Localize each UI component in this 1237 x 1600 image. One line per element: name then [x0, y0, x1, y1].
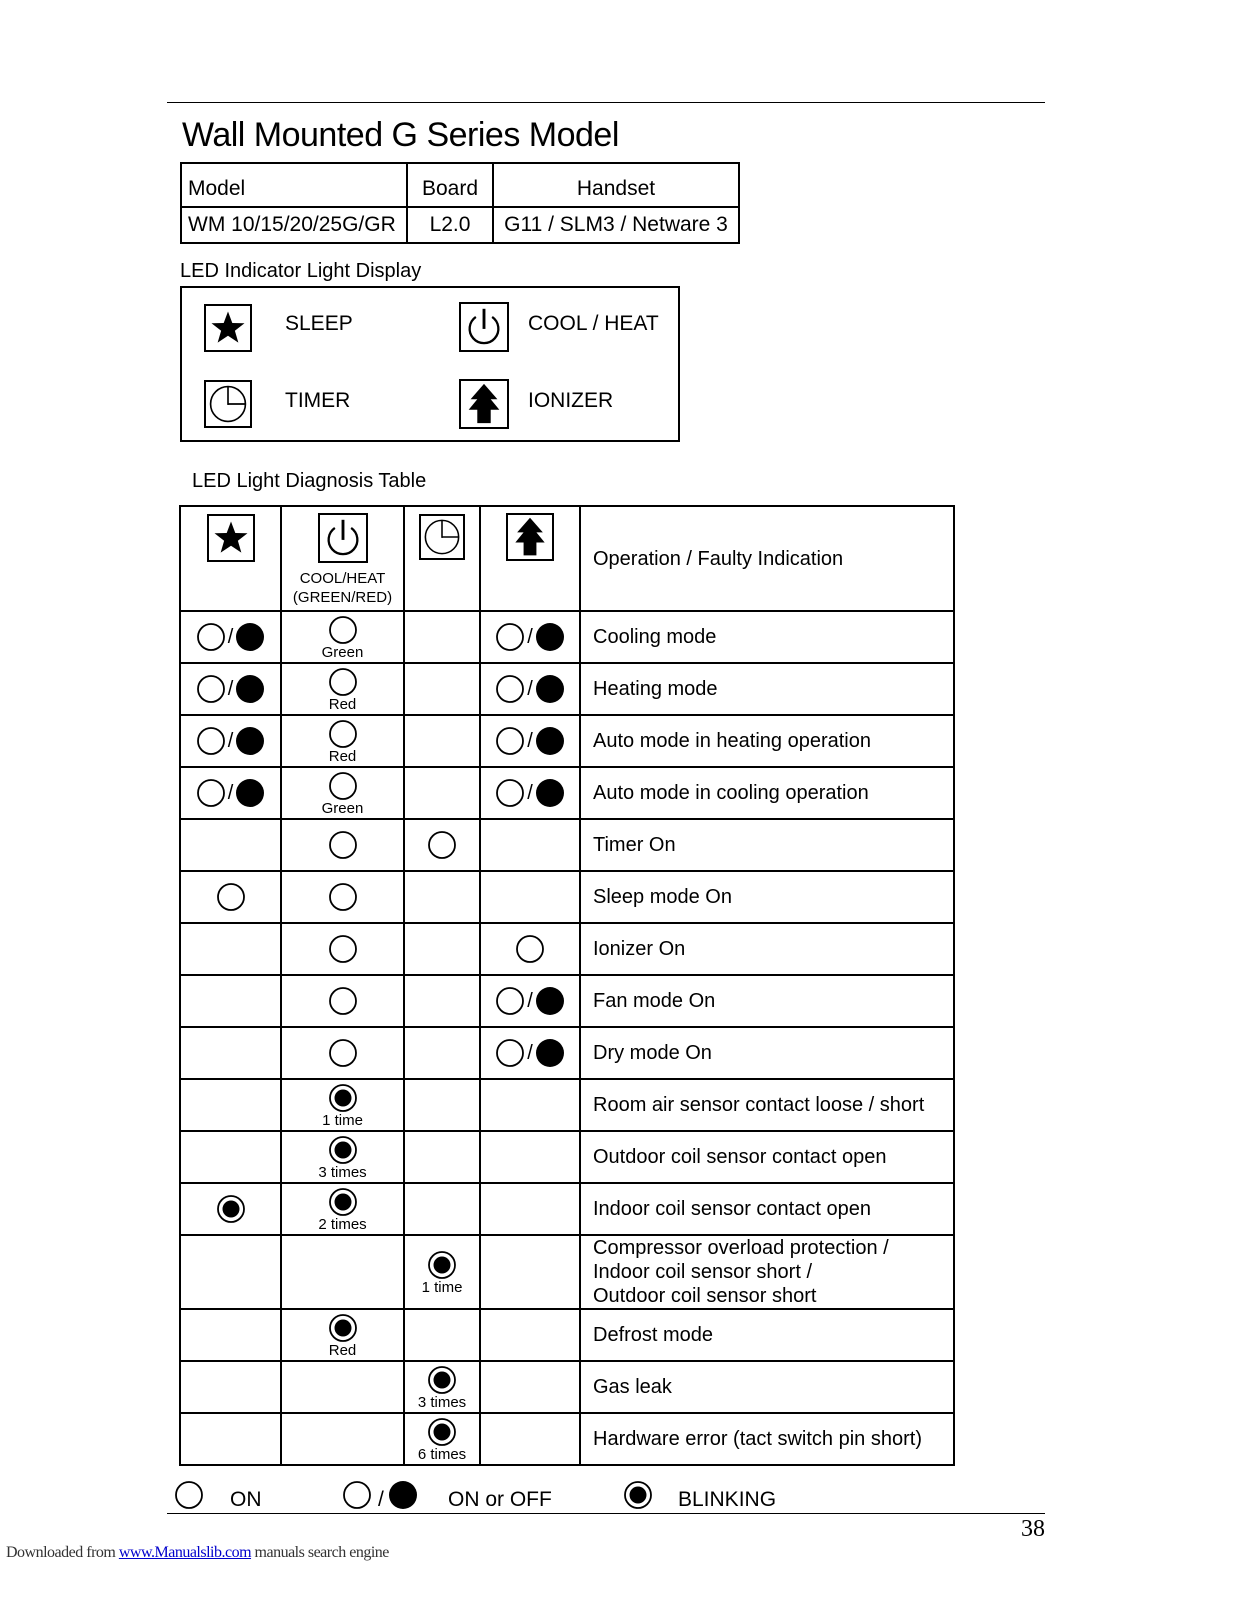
coolheat-led-cell: [281, 1235, 404, 1309]
coolheat-led-cell: [281, 1131, 404, 1183]
star-icon-glyph: [209, 516, 253, 560]
diagnosis-table: [179, 505, 955, 1466]
off-indicator-icon: [535, 1038, 565, 1068]
table-row: [180, 1079, 954, 1131]
led-note: 2 times: [318, 1215, 367, 1233]
led-note: Green: [321, 643, 364, 661]
onoff-slash: /: [527, 781, 533, 804]
on-indicator-icon: [196, 726, 226, 756]
sleep-label: SLEEP: [285, 312, 353, 335]
timer-led-cell: [404, 923, 480, 975]
off-indicator-icon: [235, 726, 265, 756]
sleep-led-cell: [180, 1235, 281, 1309]
coolheat-led-cell: [281, 1079, 404, 1131]
timer-led-cell: [404, 1131, 480, 1183]
ionizer-led-cell: [480, 1413, 580, 1465]
sleep-led-cell: [180, 1027, 281, 1079]
on-indicator-icon: [328, 667, 358, 697]
sleep-led-cell: [180, 767, 281, 819]
table-row: [180, 975, 954, 1027]
legend-on-label: ON: [230, 1488, 262, 1511]
timer-led-cell: [404, 715, 480, 767]
operation-text: Hardware error (tact switch pin short): [593, 1428, 922, 1450]
coolheat-led-cell: [281, 1027, 404, 1079]
on-indicator-icon: [328, 986, 358, 1016]
timer-led-cell: [404, 663, 480, 715]
footer-prefix: Downloaded from: [6, 1544, 119, 1561]
onoff-slash: /: [527, 677, 533, 700]
operation-text: Auto mode in cooling operation: [593, 782, 869, 804]
cool-heat-label: COOL / HEAT: [528, 312, 659, 335]
diagnosis-caption: LED Light Diagnosis Table: [192, 470, 427, 492]
onoff-slash: /: [227, 677, 234, 700]
sleep-led-cell: [180, 1079, 281, 1131]
ionizer-led-cell: [480, 923, 580, 975]
on-indicator-icon: [495, 726, 525, 756]
operation-text: Outdoor coil sensor short: [593, 1285, 817, 1307]
sleep-led-cell: [180, 1413, 281, 1465]
timer-led-cell: [404, 1079, 480, 1131]
sleep-led-cell: [180, 611, 281, 663]
ionizer-led-cell: [480, 1235, 580, 1309]
operation-cell: [580, 1361, 954, 1413]
table-row: [180, 923, 954, 975]
operation-cell: [580, 1027, 954, 1079]
table-row: [180, 819, 954, 871]
handset-header: Handset: [493, 163, 739, 207]
onoff-slash: /: [527, 1041, 533, 1064]
coolheat-led-cell: [281, 767, 404, 819]
onoff-slash: /: [227, 781, 234, 804]
model-info-table: [180, 162, 740, 244]
on-indicator-icon: [328, 771, 358, 801]
onoff-slash: /: [527, 989, 533, 1012]
on-indicator-icon: [196, 778, 226, 808]
table-row: [180, 1413, 954, 1465]
manualslib-link[interactable]: www.Manualslib.com: [118, 1544, 252, 1561]
operation-cell: [580, 819, 954, 871]
sleep-led-cell: [180, 1309, 281, 1361]
sleep-led-cell: [180, 1361, 281, 1413]
ionizer-label: IONIZER: [528, 389, 614, 412]
legend-on-symbol: [174, 1480, 204, 1510]
on-indicator-icon: [495, 986, 525, 1016]
model-header: Model: [181, 163, 407, 207]
operation-text: Dry mode On: [593, 1042, 712, 1064]
off-indicator-icon: [535, 726, 565, 756]
timer-led-cell: [404, 871, 480, 923]
coolheat-label: COOL/HEAT: [299, 570, 386, 587]
legend-onoff-open-symbol: [342, 1480, 372, 1510]
ionizer-led-cell: [480, 1079, 580, 1131]
handset-value: G11 / SLM3 / Netware 3: [493, 207, 739, 243]
ionizer-led-cell: [480, 819, 580, 871]
led-note: Red: [328, 1341, 357, 1359]
timer-led-cell: [404, 1361, 480, 1413]
table-row: [180, 1131, 954, 1183]
operation-text: Sleep mode On: [593, 886, 732, 908]
star-icon: [207, 514, 255, 562]
clock-icon: [204, 380, 252, 428]
timer-led-cell: [404, 611, 480, 663]
coolheat-led-cell: [281, 1361, 404, 1413]
ionizer-led-cell: [480, 1131, 580, 1183]
on-indicator-icon: [328, 882, 358, 912]
timer-led-cell: [404, 1183, 480, 1235]
operation-text: Auto mode in heating operation: [593, 730, 871, 752]
ionizer-led-cell: [480, 1183, 580, 1235]
operation-text: Ionizer On: [593, 938, 686, 960]
power-icon: [318, 513, 368, 563]
ionizer-led-cell: [480, 975, 580, 1027]
timer-led-cell: [404, 975, 480, 1027]
off-indicator-icon: [535, 622, 565, 652]
on-indicator-icon: [427, 830, 457, 860]
legend-slash: /: [378, 1488, 384, 1511]
onoff-slash: /: [527, 729, 533, 752]
off-indicator-icon: [235, 674, 265, 704]
table-row: [180, 767, 954, 819]
operation-cell: [580, 975, 954, 1027]
model-value: WM 10/15/20/25G/GR: [181, 207, 407, 243]
operation-cell: [580, 871, 954, 923]
sleep-led-cell: [180, 1183, 281, 1235]
coolheat-led-cell: [281, 871, 404, 923]
off-indicator-icon: [388, 1480, 418, 1510]
off-indicator-icon: [235, 778, 265, 808]
legend: [174, 1478, 814, 1514]
on-indicator-icon: [328, 934, 358, 964]
operation-text: Defrost mode: [593, 1324, 714, 1346]
ionizer-led-cell: [480, 663, 580, 715]
table-row: [180, 1183, 954, 1235]
operation-cell: [580, 1131, 954, 1183]
table-row: [180, 1361, 954, 1413]
led-display-box: [180, 286, 680, 442]
operation-cell: [580, 611, 954, 663]
ionizer-led-cell: [480, 1309, 580, 1361]
legend-blink-symbol: [623, 1480, 653, 1510]
off-indicator-icon: [235, 622, 265, 652]
coolheat-led-cell: [281, 715, 404, 767]
off-indicator-icon: [535, 778, 565, 808]
power-icon-glyph: [320, 515, 366, 561]
clock-icon-glyph: [421, 516, 463, 558]
operation-text: Outdoor coil sensor contact open: [593, 1146, 887, 1168]
table-row: [180, 1235, 954, 1309]
sleep-led-cell: [180, 871, 281, 923]
sleep-led-cell: [180, 715, 281, 767]
operation-text: Gas leak: [593, 1376, 672, 1398]
blinking-indicator-icon: [328, 1083, 358, 1113]
footer-suffix: manuals search engine: [251, 1544, 389, 1561]
ionizer-led-cell: [480, 871, 580, 923]
coolheat-led-cell: [281, 1413, 404, 1465]
timer-led-cell: [404, 819, 480, 871]
operation-text: Timer On: [593, 834, 676, 856]
blinking-indicator-icon: [427, 1365, 457, 1395]
coolheat-led-cell: [281, 923, 404, 975]
tree-icon: [459, 379, 509, 429]
coolheat-led-cell: [281, 975, 404, 1027]
blinking-indicator-icon: [328, 1135, 358, 1165]
page-number: 38: [1021, 1516, 1045, 1542]
legend-onoff-label: ON or OFF: [448, 1488, 552, 1511]
on-indicator-icon: [328, 719, 358, 749]
operation-text: Compressor overload protection /: [593, 1237, 889, 1259]
operation-cell: [580, 1183, 954, 1235]
off-indicator-icon: [535, 986, 565, 1016]
clock-icon-glyph: [206, 382, 250, 426]
on-indicator-icon: [495, 1038, 525, 1068]
on-indicator-icon: [495, 778, 525, 808]
blinking-indicator-icon: [623, 1480, 653, 1510]
coolheat-led-cell: [281, 819, 404, 871]
legend-onoff-filled-symbol: [388, 1480, 418, 1510]
onoff-slash: /: [227, 625, 234, 648]
timer-led-cell: [404, 1413, 480, 1465]
led-note: 1 time: [421, 1278, 463, 1296]
off-indicator-icon: [535, 674, 565, 704]
clock-icon: [419, 514, 465, 560]
blinking-indicator-icon: [427, 1250, 457, 1280]
timer-led-cell: [404, 1309, 480, 1361]
on-indicator-icon: [495, 622, 525, 652]
header-operation-cell: Operation / Faulty Indication: [580, 506, 954, 611]
timer-led-cell: [404, 767, 480, 819]
star-icon-glyph: [206, 306, 250, 350]
tree-icon: [506, 513, 554, 561]
operation-text: Heating mode: [593, 678, 718, 700]
sleep-led-cell: [180, 923, 281, 975]
star-icon: [204, 304, 252, 352]
on-indicator-icon: [328, 615, 358, 645]
table-row: [180, 715, 954, 767]
ionizer-led-cell: [480, 1027, 580, 1079]
header-ionizer-cell: [480, 506, 580, 611]
tree-icon-glyph: [461, 381, 507, 427]
operation-cell: [580, 1309, 954, 1361]
green-red-label: (GREEN/RED): [292, 589, 393, 606]
on-indicator-icon: [196, 622, 226, 652]
download-footer: [6, 1544, 389, 1562]
coolheat-led-cell: [281, 1309, 404, 1361]
led-note: Green: [321, 799, 364, 817]
blinking-indicator-icon: [427, 1417, 457, 1447]
table-row: [180, 871, 954, 923]
operation-text: Indoor coil sensor contact open: [593, 1198, 871, 1220]
timer-label: TIMER: [285, 389, 351, 412]
on-indicator-icon: [495, 674, 525, 704]
table-row: [180, 663, 954, 715]
header-timer-cell: [404, 506, 480, 611]
coolheat-led-cell: [281, 663, 404, 715]
board-header: Board: [407, 163, 493, 207]
power-icon: [459, 302, 509, 352]
operation-cell: [580, 923, 954, 975]
led-note: 3 times: [417, 1393, 467, 1411]
ionizer-led-cell: [480, 715, 580, 767]
on-indicator-icon: [216, 882, 246, 912]
top-rule: [167, 102, 1045, 103]
header-sleep-cell: [180, 506, 281, 611]
sleep-led-cell: [180, 1131, 281, 1183]
on-indicator-icon: [328, 1038, 358, 1068]
operation-cell: [580, 1079, 954, 1131]
sleep-led-cell: [180, 975, 281, 1027]
on-indicator-icon: [196, 674, 226, 704]
diagnosis-header-row: [180, 506, 954, 611]
operation-text: Cooling mode: [593, 626, 717, 648]
operation-cell: [580, 663, 954, 715]
onoff-slash: /: [227, 729, 234, 752]
ionizer-led-cell: [480, 767, 580, 819]
led-note: 6 times: [417, 1445, 467, 1463]
on-indicator-icon: [328, 830, 358, 860]
blinking-indicator-icon: [328, 1187, 358, 1217]
tree-icon-glyph: [508, 515, 552, 559]
timer-led-cell: [404, 1027, 480, 1079]
board-value: L2.0: [407, 207, 493, 243]
led-note: Red: [328, 695, 357, 713]
coolheat-led-cell: [281, 611, 404, 663]
blinking-indicator-icon: [216, 1194, 246, 1224]
table-row: [180, 1027, 954, 1079]
onoff-slash: /: [527, 625, 533, 648]
led-note: Red: [328, 747, 357, 765]
operation-text: Fan mode On: [593, 990, 716, 1012]
timer-led-cell: [404, 1235, 480, 1309]
operation-cell: [580, 715, 954, 767]
ionizer-led-cell: [480, 1361, 580, 1413]
table-row: [180, 1309, 954, 1361]
operation-text: Room air sensor contact loose / short: [593, 1094, 925, 1116]
blinking-indicator-icon: [328, 1313, 358, 1343]
led-note: 3 times: [318, 1163, 367, 1181]
sleep-led-cell: [180, 819, 281, 871]
coolheat-led-cell: [281, 1183, 404, 1235]
led-note: 1 time: [322, 1111, 363, 1129]
operation-cell: [580, 767, 954, 819]
on-indicator-icon: [174, 1480, 204, 1510]
sleep-led-cell: [180, 663, 281, 715]
page-title: Wall Mounted G Series Model: [182, 116, 619, 154]
operation-cell: [580, 1413, 954, 1465]
header-coolheat-cell: [281, 506, 404, 611]
led-display-caption: LED Indicator Light Display: [180, 260, 422, 282]
table-row: [180, 611, 954, 663]
on-indicator-icon: [515, 934, 545, 964]
operation-text: Indoor coil sensor short /: [593, 1261, 812, 1283]
power-icon-glyph: [461, 304, 507, 350]
legend-blink-label: BLINKING: [678, 1488, 777, 1511]
ionizer-led-cell: [480, 611, 580, 663]
bottom-rule: [167, 1513, 1045, 1514]
on-indicator-icon: [342, 1480, 372, 1510]
operation-cell: [580, 1235, 954, 1309]
